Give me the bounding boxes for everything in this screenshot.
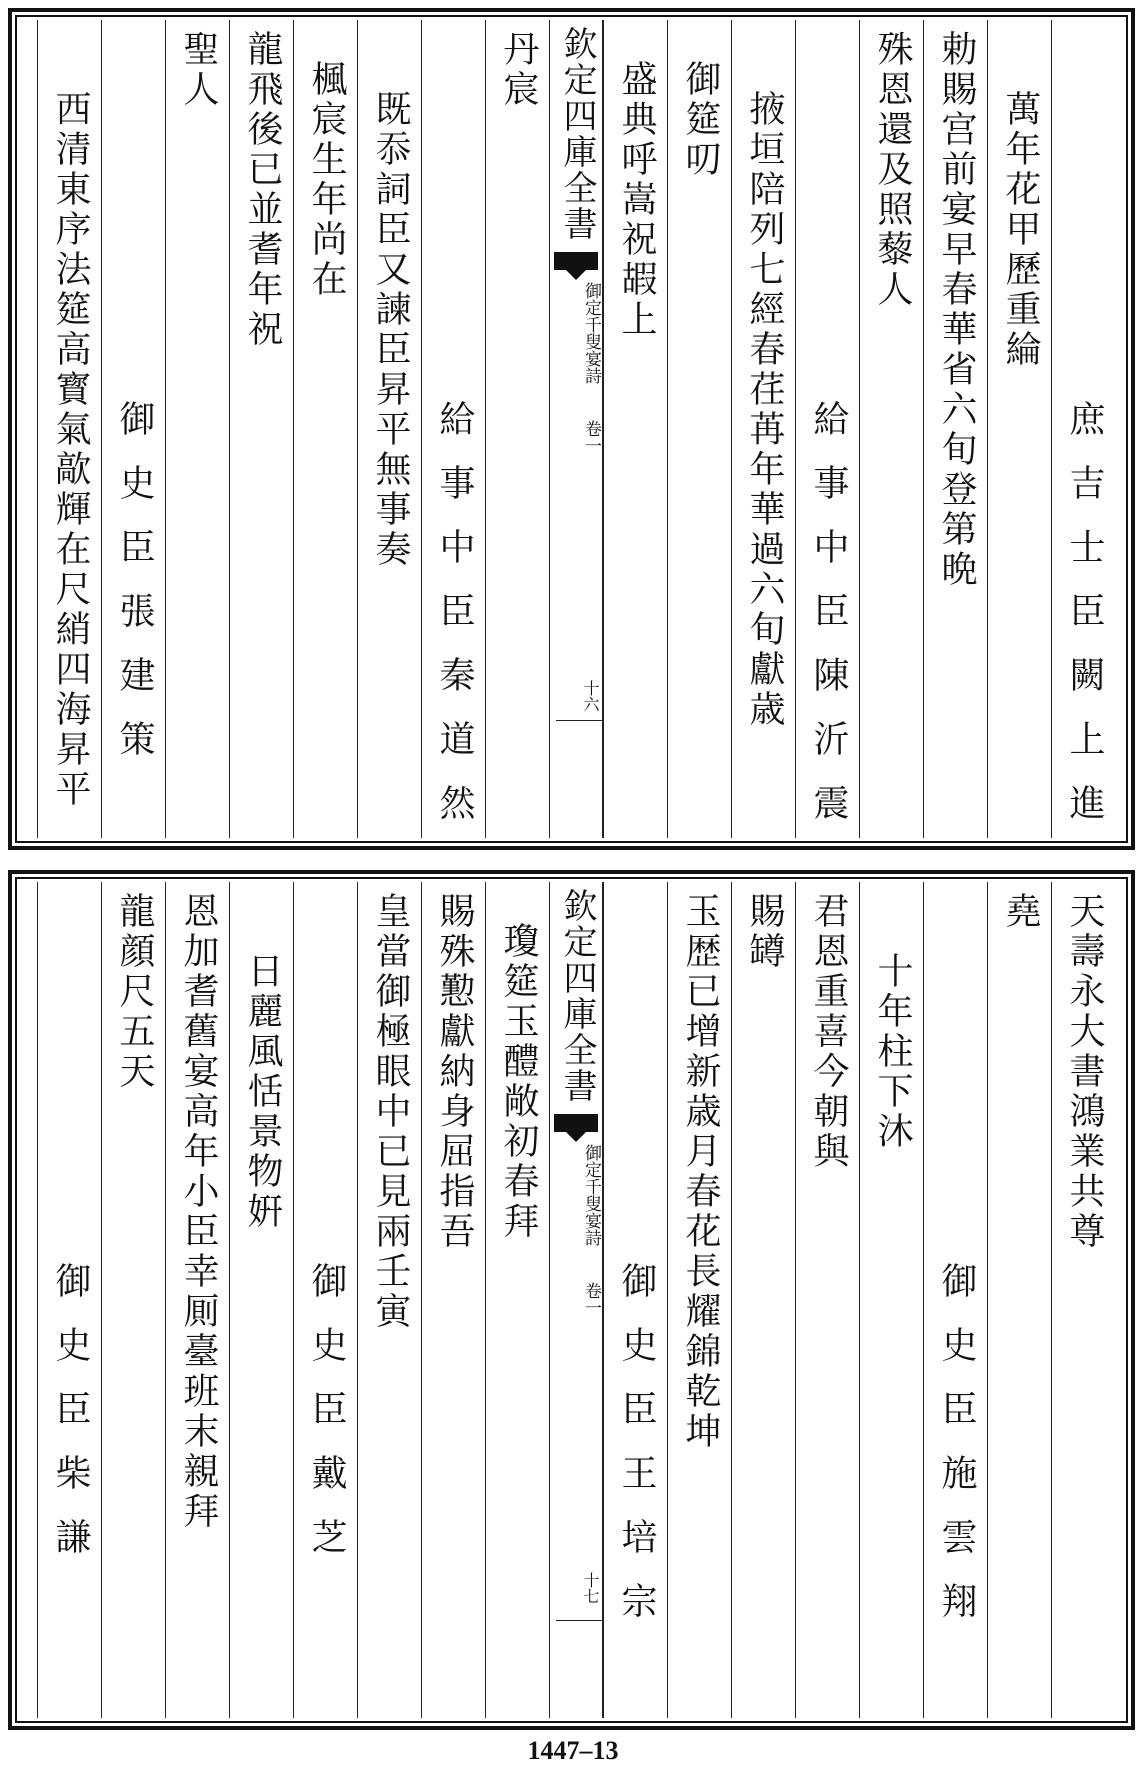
text-column [667,882,731,1718]
text-column [859,882,923,1718]
poem-line: 盛典呼嵩祝嘏上 [616,60,657,340]
poem-line: 恩加耆舊宴高年小臣幸厠臺班末親拜 [178,892,219,1532]
text-column [987,882,1051,1718]
text-column [795,20,859,848]
poem-line: 勅賜宫前宴早春華省六旬登第晩 [936,30,977,590]
poem-line: 龍飛後已並耆年祝 [242,30,283,350]
poem-line: 天壽永大書鴻業共尊 [1064,892,1105,1252]
text-column [1051,882,1115,1718]
bottom-page-frame [8,870,1135,1730]
poem-line: 瓊筵玉醴敞初春拜 [498,922,539,1242]
text-column [485,882,549,1718]
fishtail-mark-icon [554,1114,598,1132]
official-signature: 御史臣柴謙 [50,1262,91,1582]
official-signature: 御史臣張建策 [114,400,155,784]
text-column [37,20,101,838]
text-column [923,882,987,1718]
poem-line: 堯 [1000,892,1041,932]
poem-line: 賜殊懃獻納身屈指吾 [434,892,475,1252]
fold-volume: 卷一 [581,420,601,454]
text-column [859,20,923,838]
fold-margin [549,882,603,1718]
fishtail-mark-icon [554,252,598,270]
fold-page-number: 十六 [581,680,600,712]
fold-volume: 卷一 [581,1282,601,1316]
official-signature: 庶吉士臣闕上進 [1064,400,1105,848]
bottom-page-columns [20,882,1123,1718]
official-signature: 御史臣王培宗 [616,1262,657,1646]
fold-page-number: 十七 [581,1572,600,1604]
poem-line: 御筵叨 [680,60,721,180]
top-page-frame [8,8,1135,850]
text-column [485,20,549,838]
text-column [421,20,485,848]
top-page-columns [20,20,1123,848]
fold-margin [549,20,603,838]
fold-subtitle: 御定千叟宴詩 [581,282,601,384]
poem-line: 日麗風恬景物姸 [242,952,283,1232]
text-column [667,20,731,838]
poem-line: 玉歴已增新歳月春花長耀錦乾坤 [680,892,721,1452]
poem-line: 掖垣陪列七經春荏苒年華過六旬獻歳 [744,90,785,730]
text-column [923,20,987,838]
poem-line: 西清東序法筵高寳氣歊輝在尺綃四海昇平 [50,90,91,810]
text-column [101,882,165,1718]
poem-line: 萬年花甲歷重綸 [1000,90,1041,370]
official-signature: 給事中臣陳沂震 [808,400,849,848]
text-column [731,20,795,838]
official-signature: 給事中臣秦道然 [434,400,475,848]
poem-line: 賜罇 [744,892,785,972]
text-column [293,882,357,1718]
poem-line: 龍顔尺五天 [114,892,155,1092]
text-column [357,882,421,1718]
fold-subtitle: 御定千叟宴詩 [581,1144,601,1246]
fold-rule [556,1620,602,1621]
text-column [421,882,485,1718]
book-title-header: 欽定四庫全書 [557,888,597,1104]
official-signature: 御史臣施雲翔 [936,1262,977,1646]
text-column [603,20,667,838]
text-column [229,20,293,838]
text-column [987,20,1051,838]
book-title-header: 欽定四庫全書 [557,26,597,242]
poem-line: 聖人 [178,30,219,110]
text-column [357,20,421,838]
text-column [37,882,101,1718]
poem-line: 楓宸生年尚在 [306,60,347,300]
poem-line: 既忝詞臣又諫臣昇平無事奏 [370,90,411,570]
text-column [101,20,165,838]
poem-line: 十年柱下沐 [872,952,913,1152]
text-column [229,882,293,1718]
text-column [165,882,229,1718]
page-number: 1447–13 [527,1736,619,1765]
text-column [165,20,229,838]
poem-line: 殊恩還及照藜人 [872,30,913,310]
poem-line: 君恩重喜今朝與 [808,892,849,1172]
text-column [603,882,667,1718]
poem-line: 皇當御極眼中已見兩壬寅 [370,892,411,1332]
poem-line: 丹宸 [498,30,539,110]
official-signature: 御史臣戴芝 [306,1262,347,1582]
text-column [795,882,859,1718]
text-column [1051,20,1115,848]
text-column [731,882,795,1718]
text-column [293,20,357,838]
fold-rule [556,720,602,721]
